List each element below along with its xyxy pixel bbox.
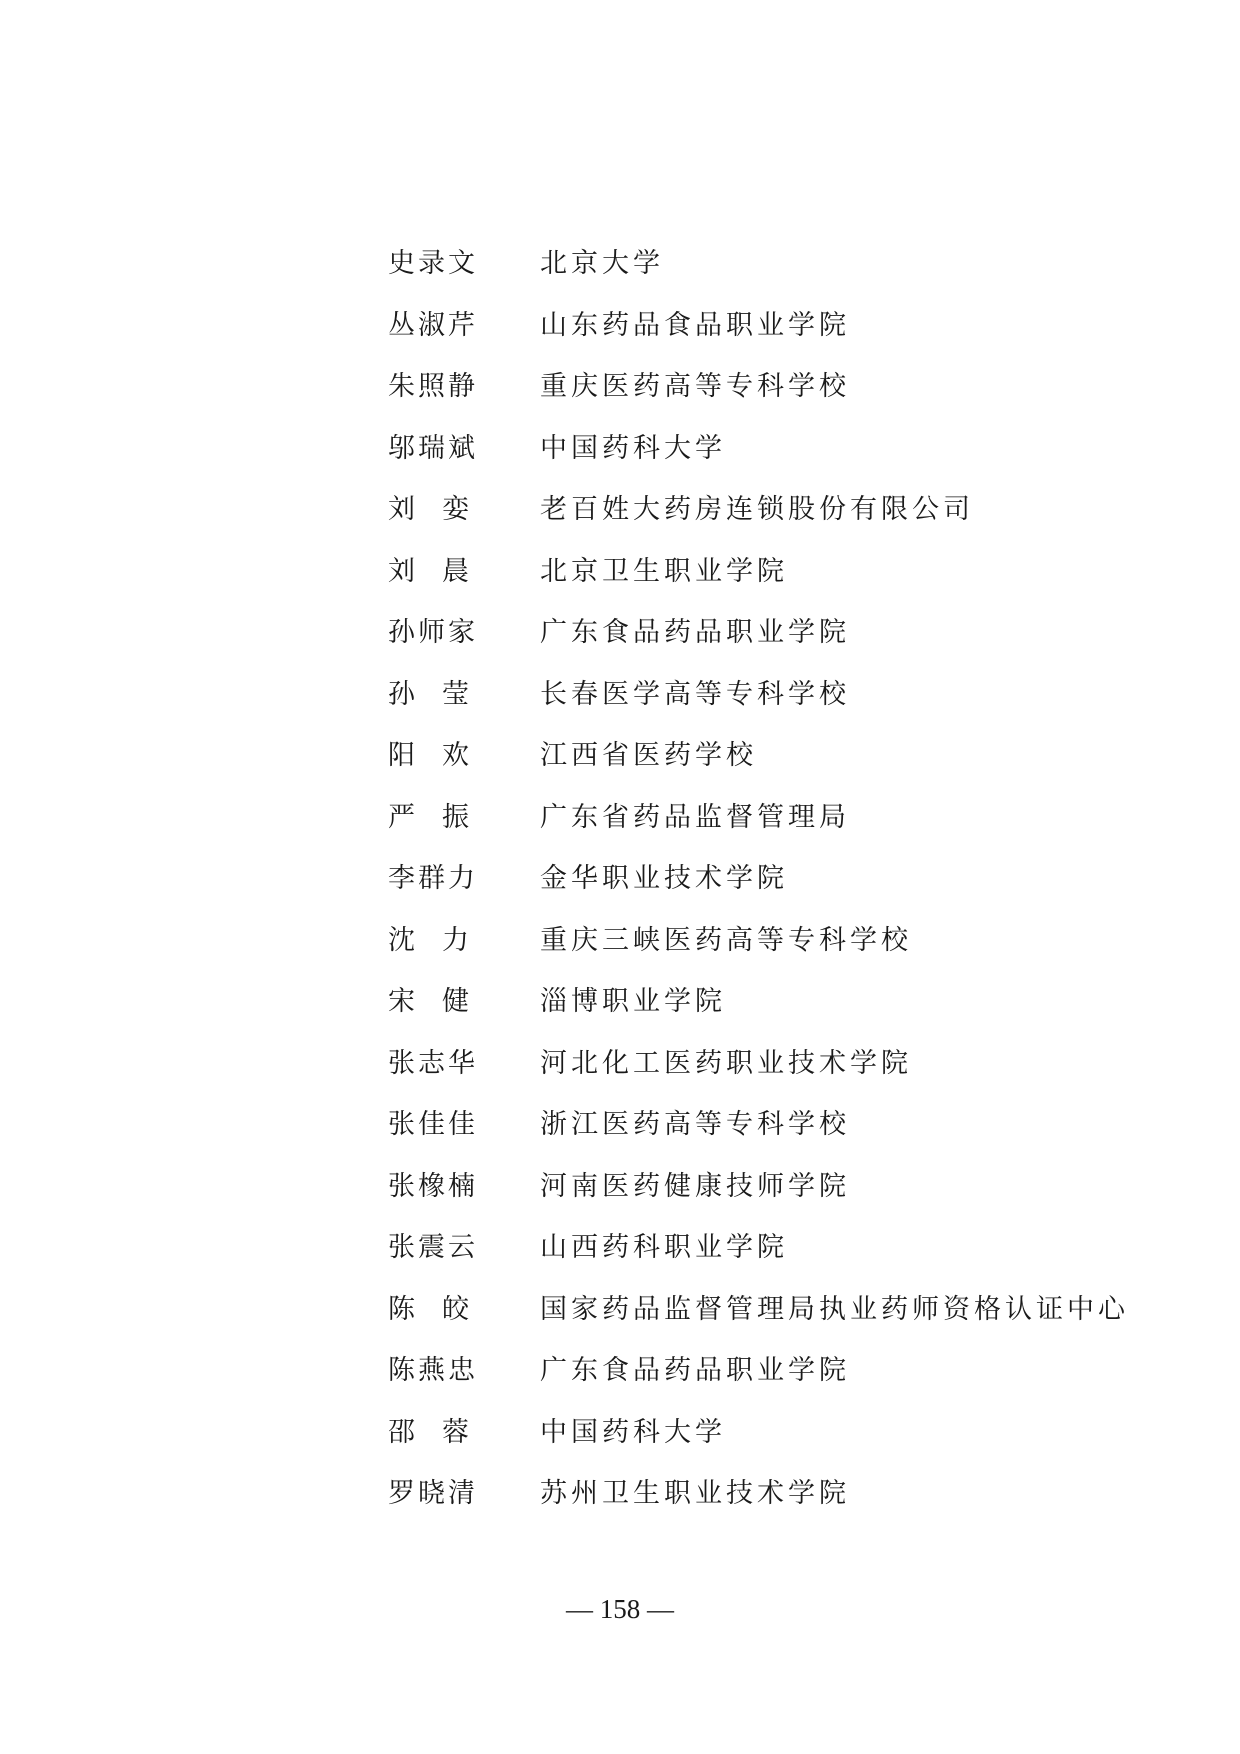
member-organization: 广东省药品监督管理局 xyxy=(540,801,850,833)
list-item xyxy=(388,907,1148,969)
list-item xyxy=(388,599,1148,661)
list-item xyxy=(388,230,1148,292)
member-organization: 重庆医药高等专科学校 xyxy=(540,371,850,403)
member-organization: 江西省医药学校 xyxy=(540,740,757,772)
member-organization: 金华职业技术学院 xyxy=(540,863,788,895)
member-name: 孙师家 xyxy=(388,617,478,649)
member-name: 沈 力 xyxy=(388,924,469,956)
member-name: 孙 莹 xyxy=(388,678,469,710)
member-organization: 苏州卫生职业技术学院 xyxy=(540,1478,850,1510)
page-number: — 158 — xyxy=(566,1594,674,1624)
list-item xyxy=(388,1460,1148,1522)
member-name: 严 振 xyxy=(388,801,469,833)
member-name: 阳 欢 xyxy=(388,740,469,772)
member-organization: 浙江医药高等专科学校 xyxy=(540,1109,850,1141)
member-name: 张佳佳 xyxy=(388,1109,478,1141)
member-organization: 老百姓大药房连锁股份有限公司 xyxy=(540,494,974,526)
member-organization: 国家药品监督管理局执业药师资格认证中心 xyxy=(540,1293,1129,1325)
list-item xyxy=(388,1399,1148,1461)
member-organization: 广东食品药品职业学院 xyxy=(540,617,850,649)
member-name: 邵 蓉 xyxy=(388,1416,469,1448)
member-name: 张橡楠 xyxy=(388,1170,478,1202)
list-item xyxy=(388,1214,1148,1276)
list-item xyxy=(388,845,1148,907)
member-name: 宋 健 xyxy=(388,986,469,1018)
member-name: 邬瑞斌 xyxy=(388,432,478,464)
list-item xyxy=(388,538,1148,600)
member-name: 史录文 xyxy=(388,248,478,280)
member-name: 朱照静 xyxy=(388,371,478,403)
member-organization: 长春医学高等专科学校 xyxy=(540,678,850,710)
list-item xyxy=(388,415,1148,477)
member-organization: 北京卫生职业学院 xyxy=(540,555,788,587)
member-organization: 淄博职业学院 xyxy=(540,986,726,1018)
list-item xyxy=(388,1276,1148,1338)
member-name: 刘 娈 xyxy=(388,494,469,526)
member-organization: 山东药品食品职业学院 xyxy=(540,309,850,341)
member-name: 刘 晨 xyxy=(388,555,469,587)
member-name: 李群力 xyxy=(388,863,478,895)
member-organization: 河南医药健康技师学院 xyxy=(540,1170,850,1202)
list-item xyxy=(388,1030,1148,1092)
member-organization: 河北化工医药职业技术学院 xyxy=(540,1047,912,1079)
member-name: 罗晓清 xyxy=(388,1478,478,1510)
member-organization: 广东食品药品职业学院 xyxy=(540,1355,850,1387)
member-name: 陈 皎 xyxy=(388,1293,469,1325)
list-item xyxy=(388,1153,1148,1215)
member-organization: 中国药科大学 xyxy=(540,432,726,464)
member-name: 张志华 xyxy=(388,1047,478,1079)
list-item xyxy=(388,661,1148,723)
member-organization: 中国药科大学 xyxy=(540,1416,726,1448)
list-item xyxy=(388,968,1148,1030)
list-item xyxy=(388,1337,1148,1399)
member-name: 陈燕忠 xyxy=(388,1355,478,1387)
member-list xyxy=(388,230,1148,1522)
member-organization: 重庆三峡医药高等专科学校 xyxy=(540,924,912,956)
list-item xyxy=(388,1091,1148,1153)
list-item xyxy=(388,292,1148,354)
member-organization: 山西药科职业学院 xyxy=(540,1232,788,1264)
member-organization: 北京大学 xyxy=(540,248,664,280)
list-item xyxy=(388,722,1148,784)
list-item xyxy=(388,353,1148,415)
list-item xyxy=(388,476,1148,538)
member-name: 丛淑芹 xyxy=(388,309,478,341)
member-name: 张震云 xyxy=(388,1232,478,1264)
list-item xyxy=(388,784,1148,846)
